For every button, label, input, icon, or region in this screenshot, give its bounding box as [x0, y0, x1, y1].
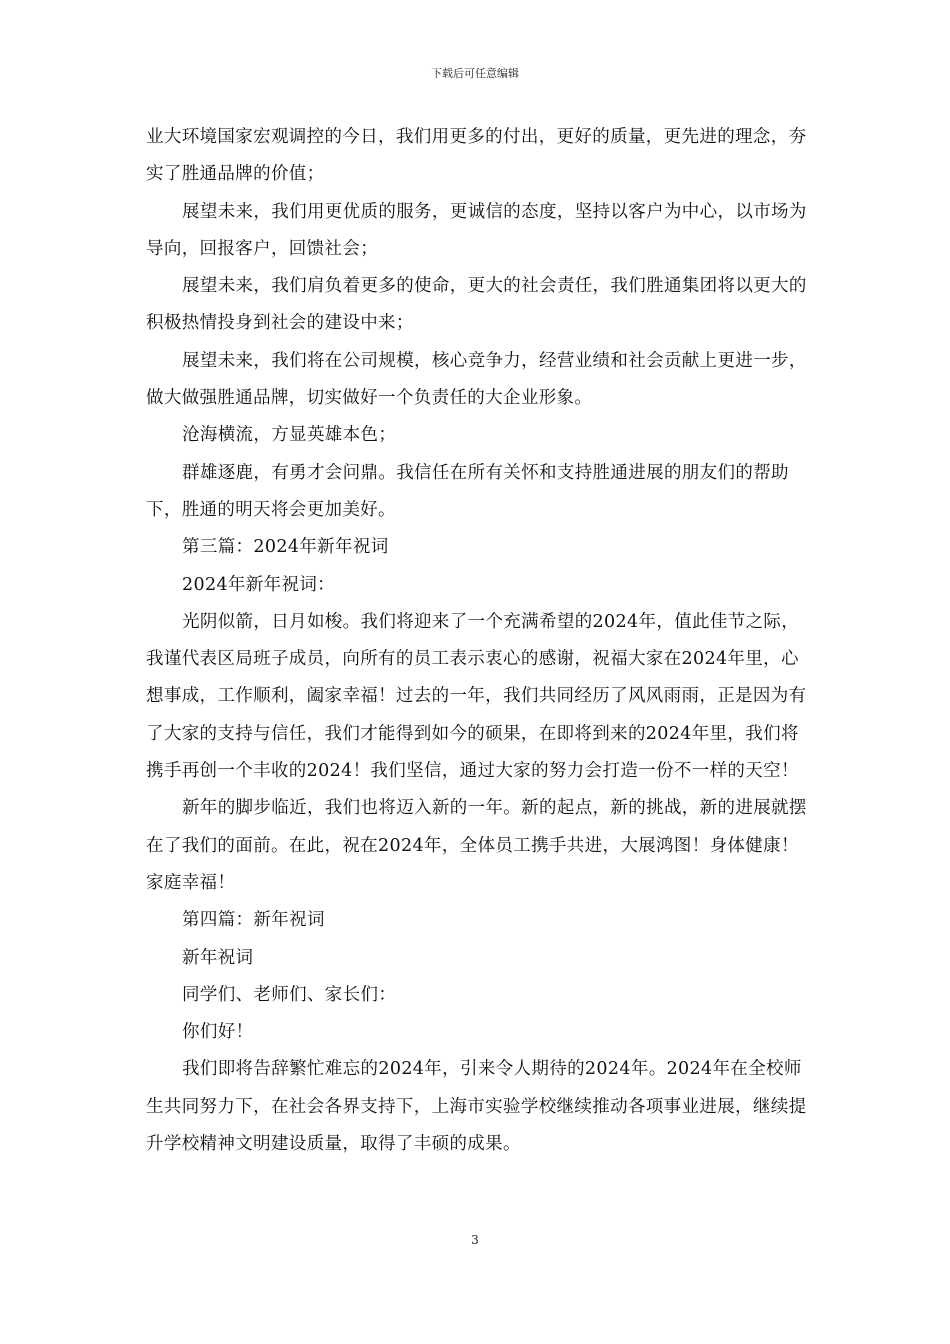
paragraph: 业大环境国家宏观调控的今日，我们用更多的付出，更好的质量，更先进的理念，夯实了胜通品牌的价值； [146, 127, 807, 185]
section-heading: 第三篇：2024年新年祝词 [182, 537, 389, 558]
section-heading: 第四篇：新年祝词 [182, 910, 325, 931]
paragraph: 新年的脚步临近，我们也将迈入新的一年。新的起点，新的挑战，新的进展就摆在了我们的面前。在此，祝在2024年，全体员工携手共进，大展鸿图！身体健康！家庭幸福！ [146, 798, 807, 893]
greeting: 你们好！ [182, 1022, 254, 1043]
paragraph: 沧海横流，方显英雄本色； [182, 425, 397, 446]
salutation: 同学们、老师们、家长们： [182, 984, 397, 1005]
page-header: 下载后可任意编辑 [431, 67, 519, 80]
paragraph: 光阴似箭，日月如梭。我们将迎来了一个充满希望的2024年，值此佳节之际，我谨代表区局班子成员，向所有的员工表示衷心的感谢，祝福大家在2024年里，心想事成，工作顺利，阖家幸福！过去的一年，我们共同经历了风风雨雨，正是因为有了大家的支持与信任，我们才能得到如今的硕果，在即将到来的2024年里，我们将携手再创一个丰收的2024！我们坚信，通过大家的努力会打造一份不一样的天空！ [146, 611, 807, 782]
paragraph: 群雄逐鹿，有勇才会问鼎。我信任在所有关怀和支持胜通进展的朋友们的帮助下，胜通的明天将会更加美好。 [146, 462, 789, 520]
document-body [146, 119, 808, 1163]
paragraph: 展望未来，我们将在公司规模，核心竞争力，经营业绩和社会贡献上更进一步，做大做强胜通品牌，切实做好一个负责任的大企业形象。 [146, 350, 807, 409]
section-subtitle: 新年祝词 [182, 947, 254, 968]
paragraph: 展望未来，我们用更优质的服务，更诚信的态度，坚持以客户为中心，以市场为导向，回报客户，回馈社会； [146, 201, 807, 259]
paragraph: 我们即将告辞繁忙难忘的2024年，引来令人期待的2024年。2024年在全校师生共同努力下，在社会各界支持下，上海市实验学校继续推动各项事业进展，继续提升学校精神文明建设质量，取得了丰硕的成果。 [146, 1059, 807, 1155]
section-subtitle: 2024年新年祝词： [182, 574, 336, 595]
page-number: 3 [471, 1233, 479, 1247]
paragraph: 展望未来，我们肩负着更多的使命，更大的社会责任，我们胜通集团将以更大的积极热情投身到社会的建设中来； [146, 276, 807, 334]
